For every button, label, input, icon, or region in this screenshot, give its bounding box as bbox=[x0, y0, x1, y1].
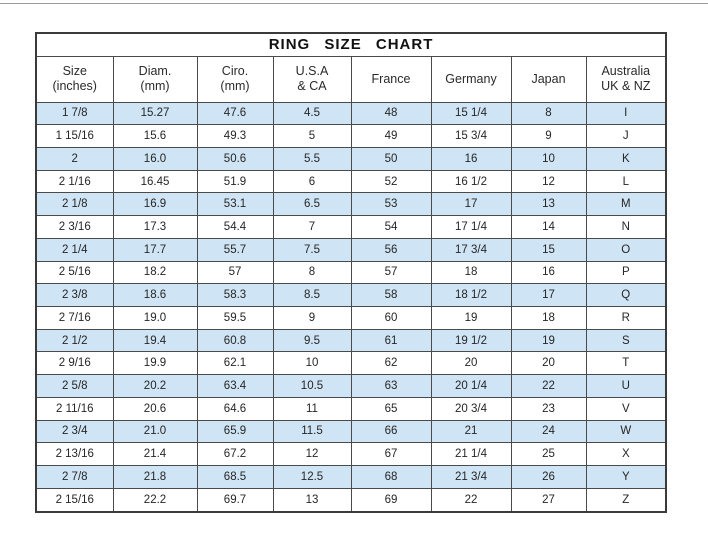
cell-france: 65 bbox=[351, 397, 431, 420]
table-row bbox=[36, 397, 666, 420]
cell-france: 48 bbox=[351, 102, 431, 125]
cell-germany: 19 1/2 bbox=[431, 329, 511, 352]
cell-size-inches: 2 3/16 bbox=[36, 216, 113, 239]
cell-size-inches: 2 1/16 bbox=[36, 170, 113, 193]
cell-japan: 12 bbox=[511, 170, 586, 193]
cell-germany: 17 3/4 bbox=[431, 238, 511, 261]
cell-diam-mm: 19.0 bbox=[113, 306, 197, 329]
cell-usa-ca: 12.5 bbox=[273, 466, 351, 489]
cell-ciro-mm: 68.5 bbox=[197, 466, 273, 489]
cell-france: 60 bbox=[351, 306, 431, 329]
cell-usa-ca: 9 bbox=[273, 306, 351, 329]
cell-australia-uk-nz: W bbox=[586, 420, 666, 443]
cell-germany: 20 bbox=[431, 352, 511, 375]
cell-germany: 16 bbox=[431, 147, 511, 170]
cell-diam-mm: 19.4 bbox=[113, 329, 197, 352]
table-row bbox=[36, 170, 666, 193]
cell-size-inches: 2 5/8 bbox=[36, 375, 113, 398]
cell-germany: 20 1/4 bbox=[431, 375, 511, 398]
cell-australia-uk-nz: P bbox=[586, 261, 666, 284]
cell-australia-uk-nz: J bbox=[586, 125, 666, 148]
table-row bbox=[36, 125, 666, 148]
col-header-germany: Germany bbox=[431, 56, 511, 102]
col-header-size-inches: Size (inches) bbox=[36, 56, 113, 102]
cell-australia-uk-nz: N bbox=[586, 216, 666, 239]
cell-ciro-mm: 55.7 bbox=[197, 238, 273, 261]
cell-ciro-mm: 49.3 bbox=[197, 125, 273, 148]
cell-size-inches: 2 11/16 bbox=[36, 397, 113, 420]
cell-size-inches: 2 1/4 bbox=[36, 238, 113, 261]
cell-ciro-mm: 47.6 bbox=[197, 102, 273, 125]
cell-germany: 21 1/4 bbox=[431, 443, 511, 466]
table-row bbox=[36, 147, 666, 170]
cell-usa-ca: 4.5 bbox=[273, 102, 351, 125]
cell-diam-mm: 22.2 bbox=[113, 488, 197, 512]
cell-japan: 13 bbox=[511, 193, 586, 216]
cell-ciro-mm: 60.8 bbox=[197, 329, 273, 352]
cell-diam-mm: 18.2 bbox=[113, 261, 197, 284]
column-header-row bbox=[36, 56, 666, 102]
cell-ciro-mm: 50.6 bbox=[197, 147, 273, 170]
cell-ciro-mm: 59.5 bbox=[197, 306, 273, 329]
cell-ciro-mm: 62.1 bbox=[197, 352, 273, 375]
cell-australia-uk-nz: K bbox=[586, 147, 666, 170]
cell-ciro-mm: 53.1 bbox=[197, 193, 273, 216]
cell-diam-mm: 21.8 bbox=[113, 466, 197, 489]
cell-japan: 19 bbox=[511, 329, 586, 352]
col-header-japan: Japan bbox=[511, 56, 586, 102]
cell-usa-ca: 8 bbox=[273, 261, 351, 284]
cell-ciro-mm: 64.6 bbox=[197, 397, 273, 420]
cell-germany: 21 3/4 bbox=[431, 466, 511, 489]
cell-germany: 17 1/4 bbox=[431, 216, 511, 239]
cell-usa-ca: 5 bbox=[273, 125, 351, 148]
cell-size-inches: 2 7/8 bbox=[36, 466, 113, 489]
cell-usa-ca: 11 bbox=[273, 397, 351, 420]
cell-size-inches: 2 15/16 bbox=[36, 488, 113, 512]
cell-japan: 16 bbox=[511, 261, 586, 284]
col-header-ciro-mm: Ciro. (mm) bbox=[197, 56, 273, 102]
table-row bbox=[36, 466, 666, 489]
cell-size-inches: 2 3/4 bbox=[36, 420, 113, 443]
table-body bbox=[36, 102, 666, 512]
cell-germany: 19 bbox=[431, 306, 511, 329]
cell-france: 57 bbox=[351, 261, 431, 284]
cell-germany: 16 1/2 bbox=[431, 170, 511, 193]
cell-japan: 22 bbox=[511, 375, 586, 398]
cell-ciro-mm: 51.9 bbox=[197, 170, 273, 193]
cell-japan: 15 bbox=[511, 238, 586, 261]
cell-france: 54 bbox=[351, 216, 431, 239]
ring-size-chart-table bbox=[35, 32, 667, 513]
cell-size-inches: 2 3/8 bbox=[36, 284, 113, 307]
cell-usa-ca: 13 bbox=[273, 488, 351, 512]
cell-usa-ca: 8.5 bbox=[273, 284, 351, 307]
col-header-usa-ca: U.S.A & CA bbox=[273, 56, 351, 102]
table-head bbox=[36, 33, 666, 102]
cell-usa-ca: 10.5 bbox=[273, 375, 351, 398]
cell-diam-mm: 21.0 bbox=[113, 420, 197, 443]
table-row bbox=[36, 488, 666, 512]
cell-diam-mm: 16.0 bbox=[113, 147, 197, 170]
top-rule-divider bbox=[0, 3, 708, 4]
chart-title: RING SIZE CHART bbox=[36, 33, 666, 56]
table-row bbox=[36, 193, 666, 216]
cell-diam-mm: 19.9 bbox=[113, 352, 197, 375]
cell-australia-uk-nz: X bbox=[586, 443, 666, 466]
cell-size-inches: 2 1/2 bbox=[36, 329, 113, 352]
cell-diam-mm: 20.6 bbox=[113, 397, 197, 420]
cell-japan: 24 bbox=[511, 420, 586, 443]
cell-germany: 21 bbox=[431, 420, 511, 443]
cell-japan: 8 bbox=[511, 102, 586, 125]
cell-usa-ca: 11.5 bbox=[273, 420, 351, 443]
cell-france: 67 bbox=[351, 443, 431, 466]
cell-france: 58 bbox=[351, 284, 431, 307]
table-row bbox=[36, 238, 666, 261]
cell-france: 49 bbox=[351, 125, 431, 148]
cell-diam-mm: 17.3 bbox=[113, 216, 197, 239]
cell-diam-mm: 16.45 bbox=[113, 170, 197, 193]
table-row bbox=[36, 420, 666, 443]
cell-size-inches: 2 7/16 bbox=[36, 306, 113, 329]
cell-australia-uk-nz: Y bbox=[586, 466, 666, 489]
cell-usa-ca: 7.5 bbox=[273, 238, 351, 261]
cell-ciro-mm: 69.7 bbox=[197, 488, 273, 512]
cell-size-inches: 2 5/16 bbox=[36, 261, 113, 284]
cell-japan: 20 bbox=[511, 352, 586, 375]
cell-australia-uk-nz: I bbox=[586, 102, 666, 125]
cell-australia-uk-nz: Q bbox=[586, 284, 666, 307]
cell-france: 68 bbox=[351, 466, 431, 489]
cell-ciro-mm: 57 bbox=[197, 261, 273, 284]
cell-germany: 18 1/2 bbox=[431, 284, 511, 307]
cell-usa-ca: 9.5 bbox=[273, 329, 351, 352]
cell-germany: 15 3/4 bbox=[431, 125, 511, 148]
cell-france: 69 bbox=[351, 488, 431, 512]
cell-japan: 18 bbox=[511, 306, 586, 329]
cell-diam-mm: 21.4 bbox=[113, 443, 197, 466]
cell-japan: 10 bbox=[511, 147, 586, 170]
cell-size-inches: 2 13/16 bbox=[36, 443, 113, 466]
cell-japan: 27 bbox=[511, 488, 586, 512]
cell-germany: 15 1/4 bbox=[431, 102, 511, 125]
cell-australia-uk-nz: L bbox=[586, 170, 666, 193]
table-row bbox=[36, 352, 666, 375]
col-header-diam-mm: Diam. (mm) bbox=[113, 56, 197, 102]
cell-australia-uk-nz: M bbox=[586, 193, 666, 216]
cell-australia-uk-nz: T bbox=[586, 352, 666, 375]
cell-france: 62 bbox=[351, 352, 431, 375]
cell-ciro-mm: 63.4 bbox=[197, 375, 273, 398]
cell-diam-mm: 16.9 bbox=[113, 193, 197, 216]
cell-usa-ca: 6.5 bbox=[273, 193, 351, 216]
cell-australia-uk-nz: O bbox=[586, 238, 666, 261]
cell-diam-mm: 15.6 bbox=[113, 125, 197, 148]
cell-size-inches: 1 15/16 bbox=[36, 125, 113, 148]
cell-japan: 9 bbox=[511, 125, 586, 148]
cell-france: 53 bbox=[351, 193, 431, 216]
table-row bbox=[36, 216, 666, 239]
table-row bbox=[36, 329, 666, 352]
cell-australia-uk-nz: S bbox=[586, 329, 666, 352]
cell-france: 52 bbox=[351, 170, 431, 193]
cell-france: 63 bbox=[351, 375, 431, 398]
cell-australia-uk-nz: V bbox=[586, 397, 666, 420]
cell-japan: 17 bbox=[511, 284, 586, 307]
table-row bbox=[36, 443, 666, 466]
cell-diam-mm: 17.7 bbox=[113, 238, 197, 261]
table-row bbox=[36, 261, 666, 284]
title-row bbox=[36, 33, 666, 56]
cell-japan: 25 bbox=[511, 443, 586, 466]
cell-germany: 20 3/4 bbox=[431, 397, 511, 420]
table-row bbox=[36, 375, 666, 398]
table-row bbox=[36, 284, 666, 307]
cell-usa-ca: 7 bbox=[273, 216, 351, 239]
cell-germany: 22 bbox=[431, 488, 511, 512]
cell-diam-mm: 20.2 bbox=[113, 375, 197, 398]
col-header-australia-uk-nz: Australia UK & NZ bbox=[586, 56, 666, 102]
cell-japan: 23 bbox=[511, 397, 586, 420]
cell-diam-mm: 15.27 bbox=[113, 102, 197, 125]
cell-france: 66 bbox=[351, 420, 431, 443]
cell-ciro-mm: 65.9 bbox=[197, 420, 273, 443]
cell-germany: 18 bbox=[431, 261, 511, 284]
cell-size-inches: 2 1/8 bbox=[36, 193, 113, 216]
cell-france: 56 bbox=[351, 238, 431, 261]
cell-australia-uk-nz: R bbox=[586, 306, 666, 329]
cell-ciro-mm: 58.3 bbox=[197, 284, 273, 307]
cell-size-inches: 2 9/16 bbox=[36, 352, 113, 375]
cell-usa-ca: 12 bbox=[273, 443, 351, 466]
cell-usa-ca: 10 bbox=[273, 352, 351, 375]
cell-japan: 26 bbox=[511, 466, 586, 489]
cell-japan: 14 bbox=[511, 216, 586, 239]
cell-australia-uk-nz: U bbox=[586, 375, 666, 398]
cell-australia-uk-nz: Z bbox=[586, 488, 666, 512]
cell-diam-mm: 18.6 bbox=[113, 284, 197, 307]
table-row bbox=[36, 306, 666, 329]
cell-france: 50 bbox=[351, 147, 431, 170]
cell-usa-ca: 5.5 bbox=[273, 147, 351, 170]
cell-germany: 17 bbox=[431, 193, 511, 216]
cell-ciro-mm: 54.4 bbox=[197, 216, 273, 239]
cell-france: 61 bbox=[351, 329, 431, 352]
cell-ciro-mm: 67.2 bbox=[197, 443, 273, 466]
cell-size-inches: 1 7/8 bbox=[36, 102, 113, 125]
col-header-france: France bbox=[351, 56, 431, 102]
cell-usa-ca: 6 bbox=[273, 170, 351, 193]
cell-size-inches: 2 bbox=[36, 147, 113, 170]
table-row bbox=[36, 102, 666, 125]
